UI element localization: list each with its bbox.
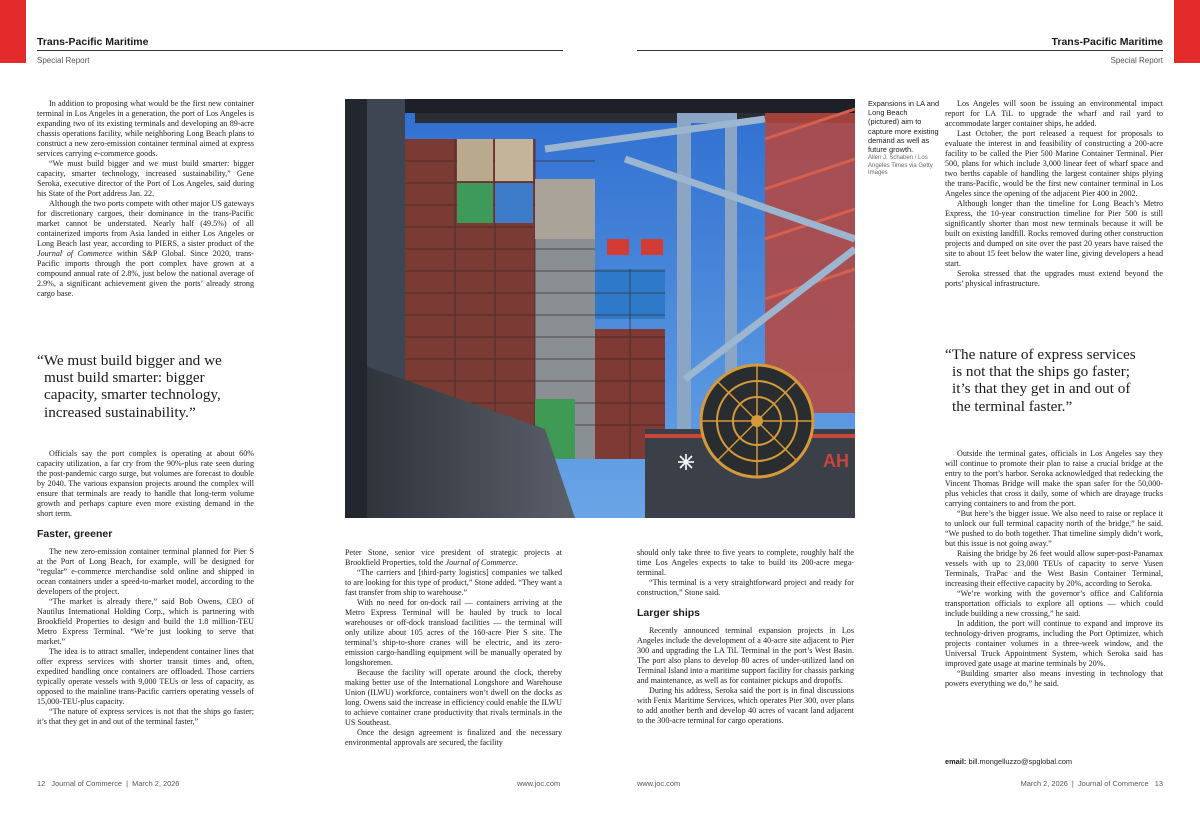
subheading-faster-greener: Faster, greener [37,528,113,541]
subheading-larger-ships: Larger ships [637,607,701,620]
photo-caption [868,99,940,178]
email-link[interactable]: bill.mongelluzzo@spglobal.com [968,757,1073,766]
pull-quote-1 [37,352,222,421]
photo-credit: Allen J. Schaben / Los Angeles Times via Getty Images [868,155,933,177]
paragraph: “The market is already there,” said Bob Owens, CEO of Nautilus International Holding Corp., which is partnering with Brookfield Properties to design and build the 1.8 million-TEU Metro Express Terminal. “We’re just looking to serve that market.” [37,597,254,647]
pull-quote-line: “We must build bigger and we [37,352,222,369]
footer-url-right[interactable]: www.joc.com [637,779,681,788]
paragraph: “We must build bigger and we must build smarter: bigger capacity, smarter technology, increased sustainability,” Gene Seroka, executive director of the Port of Los Angeles, said during his State of the Port address Jan. 22. [37,159,254,199]
paragraph: Although the two ports compete with other major US gateways for discretionary cargoes, their dominance in the trans-Pacific market cannot be understated. Nearly half (49.5%) of all containerized imports from Asia landed in either Los Angeles or Long Beach last year, according to PIERS, a sister product of the Journal of Commerce within S&P Global. Since 2020, trans-Pacific imports through the port complex have grown at a compound annual rate of 2.8%, just below the national average of 2.9%, a significant achievement given the ports’ already strong cargo base. [37,199,254,299]
publication-name-left: Trans-Pacific Maritime [37,36,149,48]
paragraph: Officials say the port complex is operating at about 60% capacity utilization, a far cry from the 90%-plus rate seen during the post-pandemic cargo surge, but volumes are forecast to double by 2040. The various expansion projects around the complex will ensure that terminals are ready to handle that long-term volume growth and perhaps capture even more existing demand in the short term. [37,449,254,519]
footer-url-left[interactable]: www.joc.com [517,779,561,788]
pull-quote-line: is not that the ships go faster; [952,363,1131,381]
paragraph: In addition to proposing what would be the first new container terminal in Los Angeles in a generation, the port of Los Angeles is expanding two of its existing terminals and developing an 89-acre chassis operations facility, while neighboring Long Beach plans to construct a new zero-emission container terminal aimed at express services carrying e-commerce goods. [37,99,254,159]
header-rule-right [637,50,1163,51]
paragraph: With no need for on-dock rail — containers arriving at the Metro Express Terminal will be hauled by truck to local warehouses or off-dock transload facilities — the terminal will only utilize about 105 acres of the 160-acre Pier S site. The terminal’s ship-to-shore cranes will be electric, and its zero-emission cargo-handling equipment will be manually operated by longshoremen. [345,598,562,668]
paragraph: Although longer than the timeline for Long Beach’s Metro Express, the 10-year construction timeline for Pier 500 is still significantly shorter than most new terminals because it will be built on existing landfill. Rocks removed during other construction projects and dumped on site over the past 20 years have raised the site to about 15 feet below the water line, giving developers a head start. [945,199,1163,269]
paragraph: Because the facility will operate around the clock, thereby making better use of the International Longshore and Warehouse Union (ILWU) workforce, containers won’t dwell on the docks as long. Owens said the increase in efficiency could enable the ILWU to achieve container crane productivity that rivals terminals in the US Southeast. [345,668,562,728]
paragraph: should only take three to five years to complete, roughly half the time Los Angeles expects to take to build its 200-acre mega-terminal. [637,548,854,578]
pull-quote-line: it’s that they get in and out of [952,380,1131,398]
article-column-1-continued [37,449,254,727]
pull-quote-line: increased sustainability.” [44,403,196,421]
port-photo [345,99,855,518]
paragraph: Los Angeles will soon be issuing an environmental impact report for LA TiL to upgrade the wharf and rail yard to accommodate larger container ships, he added. [945,99,1163,129]
article-column-3 [637,548,854,726]
footer-right: March 2, 2026 | Journal of Commerce 13 [1020,779,1163,788]
paragraph: In addition, the port will continue to expand and improve its technology-driven programs, including the Port Optimizer, which projects container volumes in a three-week window, and the Universal Truck Appointment System, which Seroka said has improved gate usage at marine terminals by 20%. [945,619,1163,669]
paragraph: During his address, Seroka said the port is in final discussions with Fenix Maritime Services, which operates Pier 300, over plans to add another berth and develop 40 acres of vacant land adjacent to the 300-acre terminal for cargo operations. [637,686,854,726]
email-label: email: [945,757,967,766]
paragraph: “This terminal is a very straightforward project and ready for construction,” Stone said. [637,578,854,598]
port-photo-svg [345,99,855,518]
paragraph: Peter Stone, senior vice president of strategic projects at Brookfield Properties, told the Journal of Commerce. [345,548,562,568]
paragraph: Recently announced terminal expansion projects in Los Angeles include the development of a 40-acre site adjacent to Pier 300 and upgrading the LA TiL Terminal in the port’s West Basin. The port also plans to develop 80 acres of under-utilized land on Terminal Island into a maritime support facility for chassis parking and maintenance, as well as for container pickups and dropoffs. [637,626,854,686]
pull-quote-2 [945,346,1136,415]
paragraph: Raising the bridge by 26 feet would allow super-post-Panamax vessels with up to 23,000 TEUs of capacity to serve Yusen Terminals, TraPac and the West Basin Container Terminal, increasing their effective capacity by 20%, according to Seroka. [945,549,1163,589]
paragraph: “The nature of express services is not that the ships go faster; it’s that they get in and out of the terminal faster,” [37,707,254,727]
paragraph: Seroka stressed that the upgrades must extend beyond the ports’ physical infrastructure. [945,269,1163,289]
pull-quote-line: the terminal faster.” [952,397,1073,415]
article-column-4-continued [945,449,1163,689]
accent-bar-left [0,0,26,63]
paragraph: “The carriers and [third-party logistics] companies we talked to are looking for this type of product,” Stone added. “They want a fast transfer from ship to warehouse.” [345,568,562,598]
header-rule-left [37,50,563,51]
accent-bar-right [1174,0,1200,63]
footer-left: 12 Journal of Commerce | March 2, 2026 [37,779,180,788]
author-email [945,757,1072,766]
paragraph: The idea is to attract smaller, independent container lines that offer express services with shorter transit times and, often, expedited handling once containers are offloaded. Those carriers typically operate vessels with 9,000 TEUs or less of capacity, as opposed to the mainline trans-Pacific carriers operating vessels of 15,000-TEU-plus capacity. [37,647,254,707]
pull-quote-line: must build smarter: bigger [44,369,205,387]
publication-name-right: Trans-Pacific Maritime [1051,36,1163,48]
paragraph: The new zero-emission container terminal planned for Pier S at the Port of Long Beach, for example, will be designed for “regular” e-commerce merchandise sold online and shipped in ocean containers under a speed-to-market model, according to the developers of the project. [37,547,254,597]
ship-lettering: AH [823,451,849,471]
pull-quote-line: “The nature of express services [945,346,1136,363]
section-label-left: Special Report [37,56,90,65]
article-column-4 [945,99,1163,289]
pull-quote-line: capacity, smarter technology, [44,386,221,404]
article-column-1 [37,99,254,299]
paragraph: Outside the terminal gates, officials in Los Angeles say they will continue to promote their plan to raise a crucial bridge at the entry to the port’s harbor. Seroka acknowledged that redecking the Vincent Thomas Bridge will make the span safer for the 50,000-plus vehicles that cross it daily, some of which are drayage trucks carrying containers to and from the port. [945,449,1163,509]
paragraph: Last October, the port released a request for proposals to evaluate the interest in and feasibility of constructing a 200-acre facility to be called the Pier 500 Marine Container Terminal. Pier 500, plans for which include 3,000 linear feet of wharf space and two berths capable of handling the largest container ships plying the trans-Pacific, would be the first new container terminal in Los Angeles since the opening of the adjacent Pier 400 in 2002. [945,129,1163,199]
paragraph: “Building smarter also means investing in technology that powers everything we do,” he said. [945,669,1163,689]
section-label-right: Special Report [1110,56,1163,65]
article-column-2 [345,548,562,748]
caption-text: Expansions in LA and Long Beach (pictured) aim to capture more existing demand as well as future growth. [868,99,940,155]
paragraph: “But here’s the bigger issue. We also need to raise or replace it to unlock our full terminal capacity north of the bridge,” he said. “We pushed to do both together. That timeline simply didn’t work, but this issue is not going away.” [945,509,1163,549]
paragraph: “We’re working with the governor’s office and California transportation officials to explore all options — which could include building a new crossing,” he said. [945,589,1163,619]
paragraph: Once the design agreement is finalized and the necessary environmental approvals are secured, the facility [345,728,562,748]
